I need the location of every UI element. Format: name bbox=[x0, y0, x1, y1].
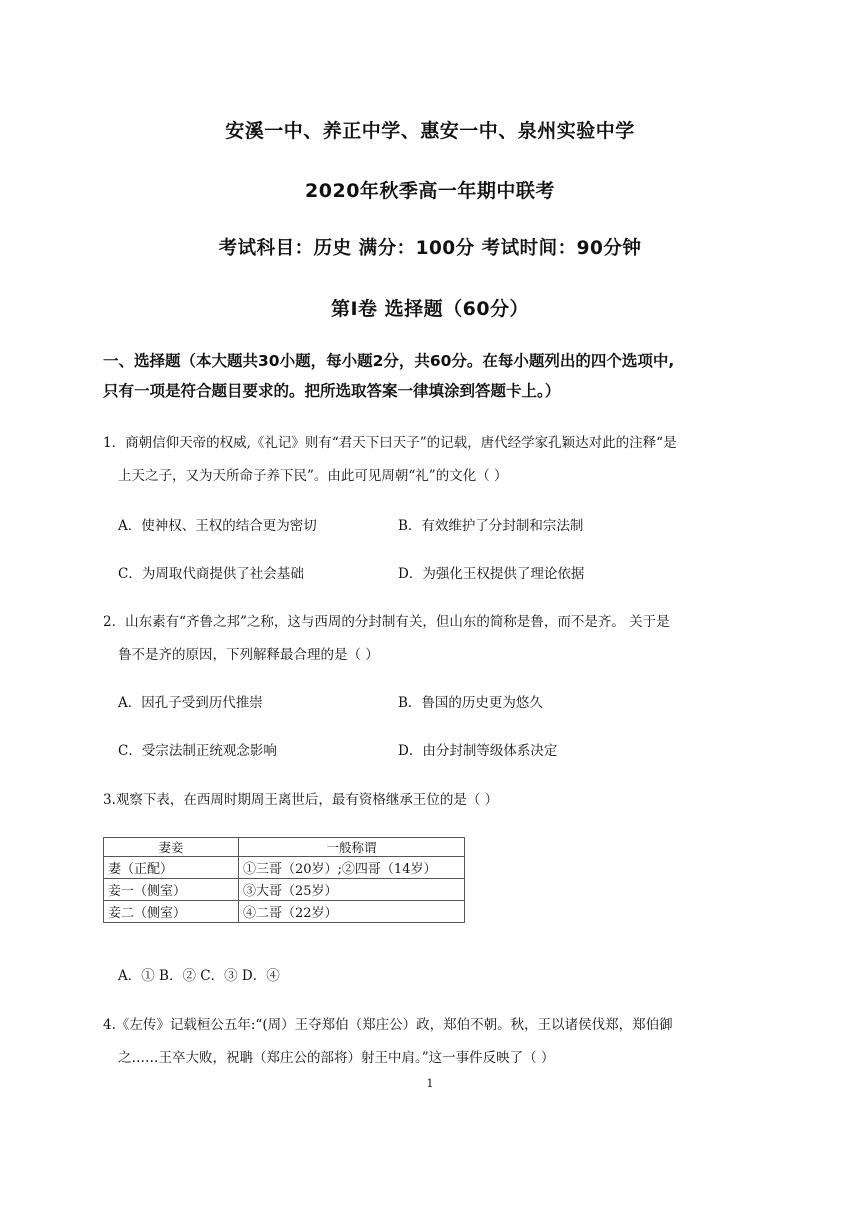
table-row bbox=[104, 879, 465, 901]
question-2-option-c: C．受宗法制正统观念影响 bbox=[118, 743, 277, 759]
question-1-option-c: C．为周取代商提供了社会基础 bbox=[118, 566, 304, 582]
table-row bbox=[104, 901, 465, 923]
table-cell: 妾二（侧室） bbox=[104, 901, 239, 923]
question-3-options: A．① B．② C．③ D．④ bbox=[118, 968, 280, 984]
question-1-option-a: A．使神权、王权的结合更为密切 bbox=[118, 518, 317, 534]
question-2-option-a: A．因孔子受到历代推崇 bbox=[118, 695, 263, 711]
question-2-option-d: D．由分封制等级体系决定 bbox=[398, 743, 558, 759]
question-2-line2: 鲁不是齐的原因，下列解释最合理的是（ ） bbox=[118, 647, 379, 663]
question-2-line1: 2．山东素有“齐鲁之邦”之称，这与西周的分封制有关，但山东的简称是鲁，而不是齐。 关于是 bbox=[103, 614, 670, 630]
table-header-cell: 妻妾 bbox=[104, 838, 239, 857]
section-instructions-line1: 一、选择题（本大题共30小题，每小题2分，共60分。在每小题列出的四个选项中, bbox=[103, 352, 675, 370]
exam-title: 2020年秋季高一年期中联考 bbox=[305, 180, 555, 202]
school-names: 安溪一中、养正中学、惠安一中、泉州实验中学 bbox=[225, 120, 635, 142]
question-1-line1: 1．商朝信仰天帝的权威,《礼记》则有“君天下曰天子”的记载，唐代经学家孔颖达对此的注释“是 bbox=[103, 435, 677, 451]
table-row bbox=[104, 857, 465, 879]
table-cell: 妻（正配） bbox=[104, 857, 239, 879]
question-3-line1: 3.观察下表，在西周时期周王离世后，最有资格继承王位的是（ ） bbox=[103, 792, 499, 808]
question-1-option-b: B．有效维护了分封制和宗法制 bbox=[398, 518, 584, 534]
question-4-line2: 之……王卒大败，祝聃（郑庄公的部将）射王中肩。”这一事件反映了（ ） bbox=[118, 1050, 555, 1066]
question-4-line1: 4.《左传》记载桓公五年:“(周）王夺郑伯（郑庄公）政，郑伯不朝。秋，王以诸侯伐郑，郑伯御 bbox=[103, 1017, 673, 1033]
exam-info: 考试科目：历史 满分：100分 考试时间：90分钟 bbox=[218, 238, 642, 259]
succession-table bbox=[103, 837, 465, 923]
section-instructions-line2: 只有一项是符合题目要求的。把所选取答案一律填涂到答题卡上。） bbox=[103, 382, 561, 400]
question-1-line2: 上天之子，又为天所命子养下民”。由此可见周朝“礼”的文化（ ） bbox=[118, 468, 508, 484]
volume-title: 第Ⅰ卷 选择题（60分） bbox=[330, 298, 530, 320]
table-cell: ④二哥（22岁） bbox=[239, 901, 465, 923]
table-header-cell: 一般称谓 bbox=[239, 838, 465, 857]
question-1-option-d: D．为强化王权提供了理论依据 bbox=[398, 566, 585, 582]
table-header-row bbox=[104, 838, 465, 857]
table-cell: ①三哥（20岁）;②四哥（14岁） bbox=[239, 857, 465, 879]
table-cell: 妾一（侧室） bbox=[104, 879, 239, 901]
question-2-option-b: B．鲁国的历史更为悠久 bbox=[398, 695, 543, 711]
page-number: 1 bbox=[426, 1077, 434, 1090]
table-cell: ③大哥（25岁） bbox=[239, 879, 465, 901]
